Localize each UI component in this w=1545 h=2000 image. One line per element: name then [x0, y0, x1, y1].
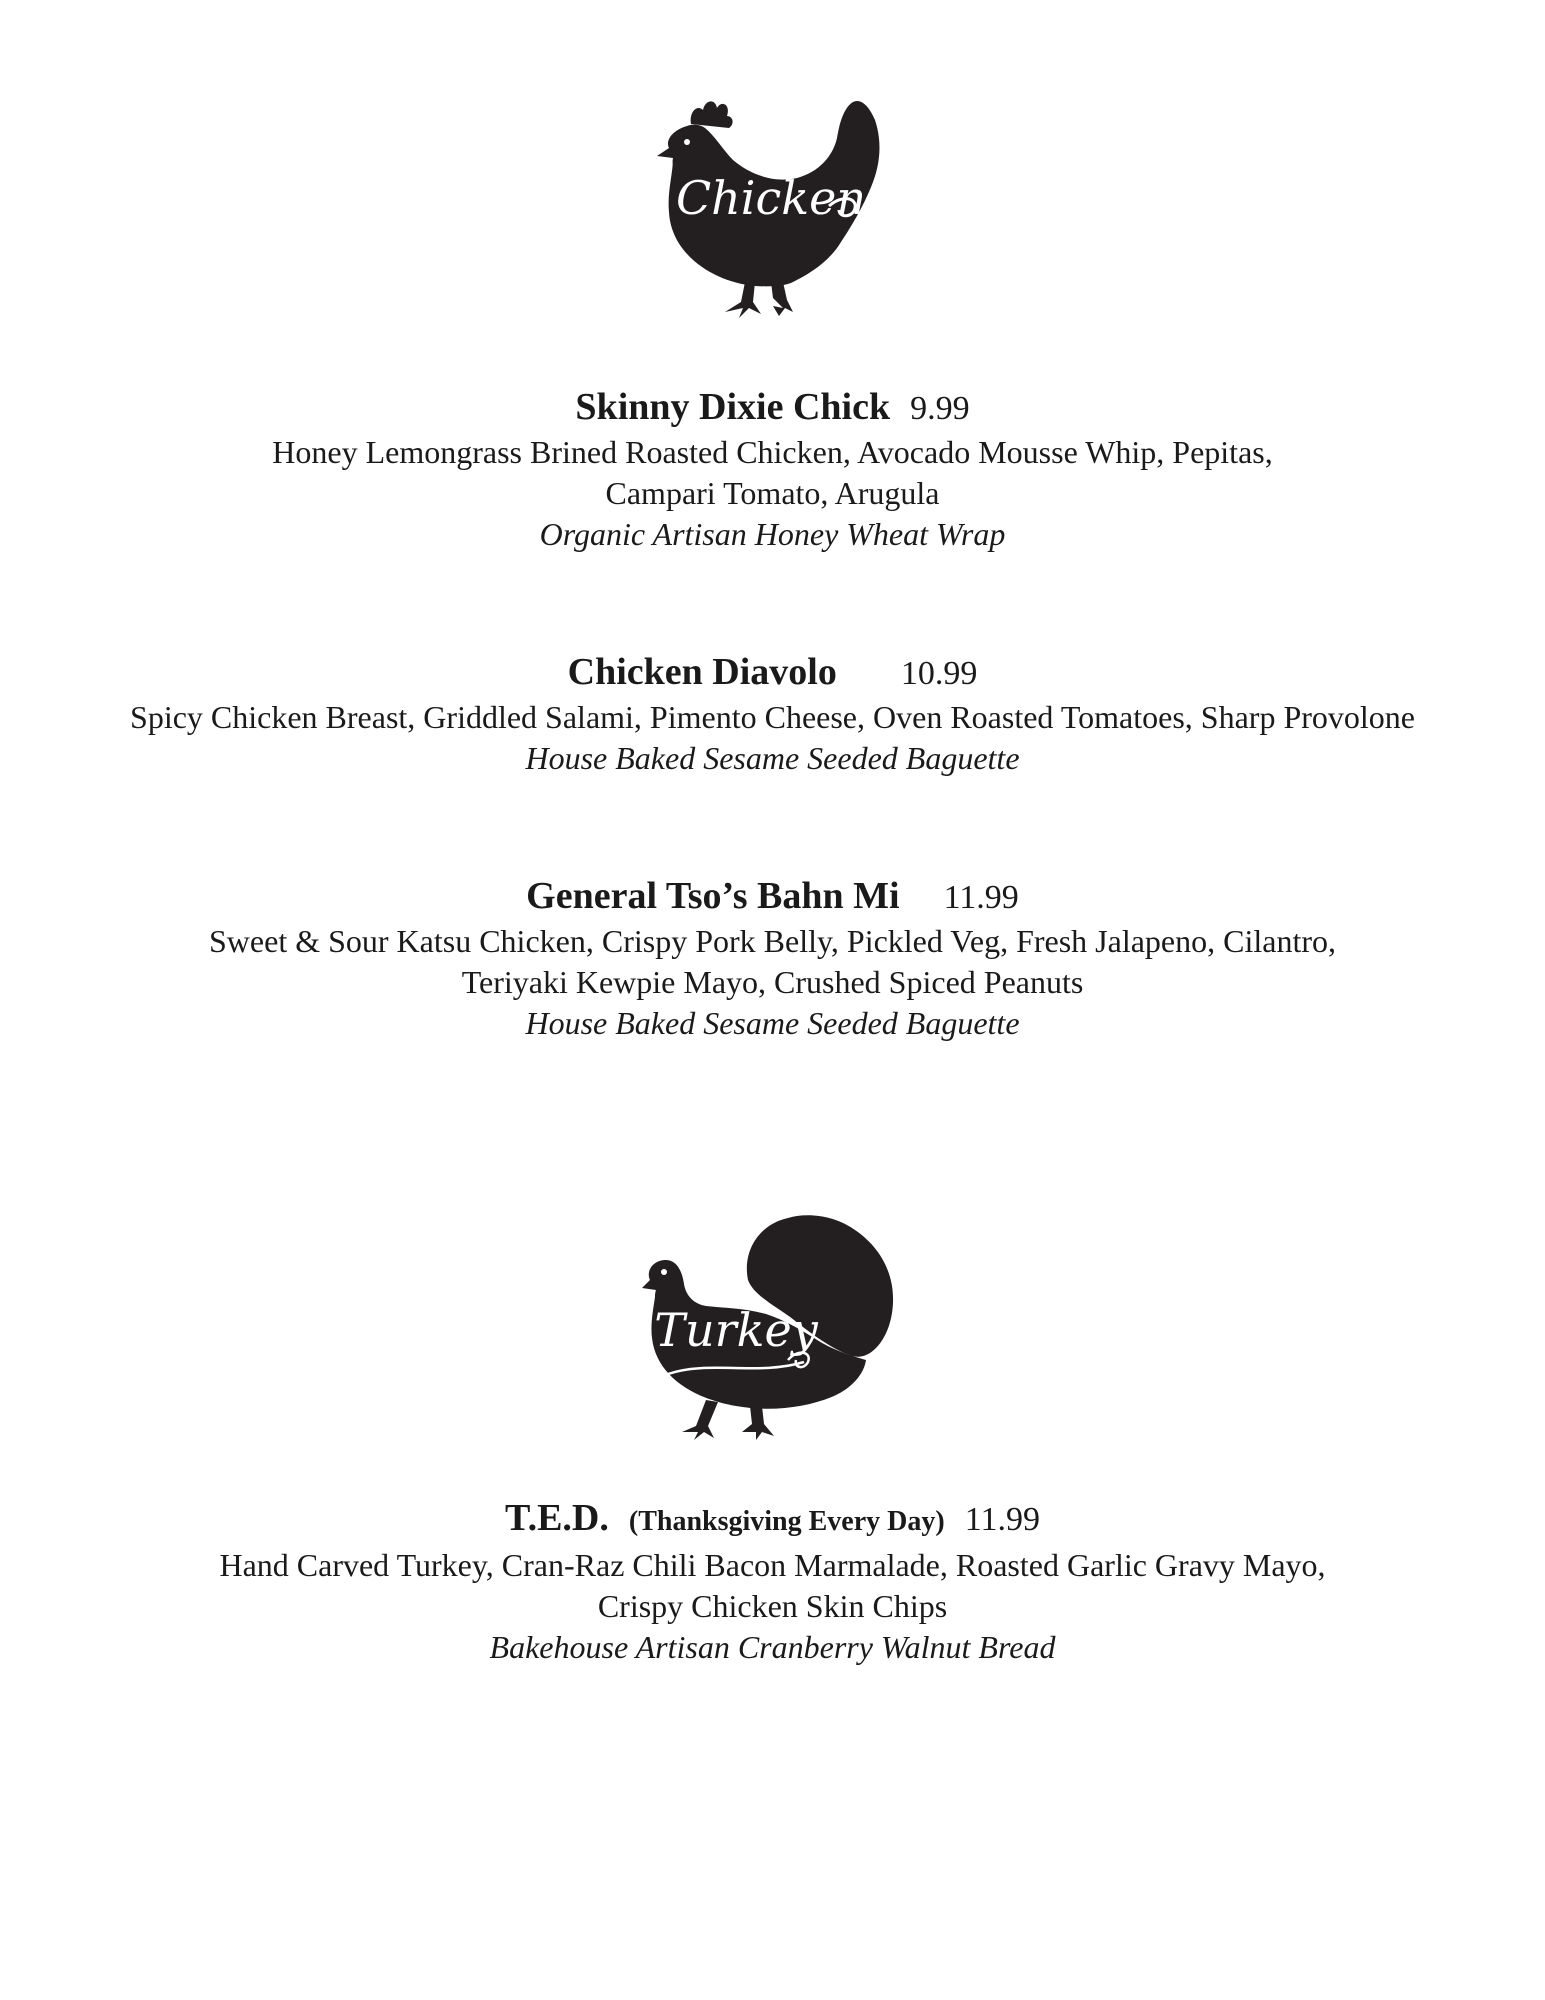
menu-item-skinny-dixie-chick: [0, 384, 1545, 555]
item-description-line: Campari Tomato, Arugula: [605, 475, 940, 511]
item-price: 10.99: [900, 655, 978, 692]
item-bread: Organic Artisan Honey Wheat Wrap: [539, 516, 1006, 552]
chicken-emblem-label: Chicken: [675, 171, 866, 225]
item-description-line: Spicy Chicken Breast, Griddled Salami, Pimento Cheese, Oven Roasted Tomatoes, Sharp Provolone: [130, 699, 1415, 735]
item-bread: House Baked Sesame Seeded Baguette: [525, 1005, 1020, 1041]
item-price: 9.99: [910, 390, 970, 427]
chicken-section-emblem: [0, 86, 1545, 318]
item-title-row: [0, 1495, 1545, 1545]
item-subtitle: (Thanksgiving Every Day): [628, 1506, 945, 1537]
item-description-line: Sweet & Sour Katsu Chicken, Crispy Pork Belly, Pickled Veg, Fresh Jalapeno, Cilantro,: [209, 923, 1336, 959]
menu-item-ted: [0, 1495, 1545, 1668]
chicken-silhouette-icon: [643, 86, 903, 318]
item-name: Chicken Diavolo: [567, 651, 837, 693]
item-description-line: Teriyaki Kewpie Mayo, Crushed Spiced Peanuts: [461, 964, 1084, 1000]
turkey-section-emblem: [0, 1210, 1545, 1442]
item-bread: House Baked Sesame Seeded Baguette: [525, 740, 1020, 776]
item-title-row: [0, 384, 1545, 432]
menu-item-general-tsos-bahn-mi: [0, 873, 1545, 1044]
item-name: T.E.D.: [505, 1497, 609, 1539]
item-description-line: Honey Lemongrass Brined Roasted Chicken, Avocado Mousse Whip, Pepitas,: [272, 434, 1273, 470]
item-name: Skinny Dixie Chick: [575, 386, 891, 428]
item-title-row: [0, 873, 1545, 921]
turkey-emblem-label: Turkey: [653, 1303, 818, 1357]
item-name: General Tso’s Bahn Mi: [526, 875, 900, 917]
item-title-row: [0, 649, 1545, 697]
item-bread: Bakehouse Artisan Cranberry Walnut Bread: [489, 1629, 1056, 1665]
turkey-silhouette-icon: [638, 1210, 908, 1442]
menu-item-chicken-diavolo: [0, 649, 1545, 779]
item-description-line: Crispy Chicken Skin Chips: [597, 1588, 948, 1624]
item-price: 11.99: [964, 1501, 1040, 1538]
item-description-line: Hand Carved Turkey, Cran-Raz Chili Bacon Marmalade, Roasted Garlic Gravy Mayo,: [219, 1547, 1326, 1583]
item-price: 11.99: [943, 879, 1019, 916]
